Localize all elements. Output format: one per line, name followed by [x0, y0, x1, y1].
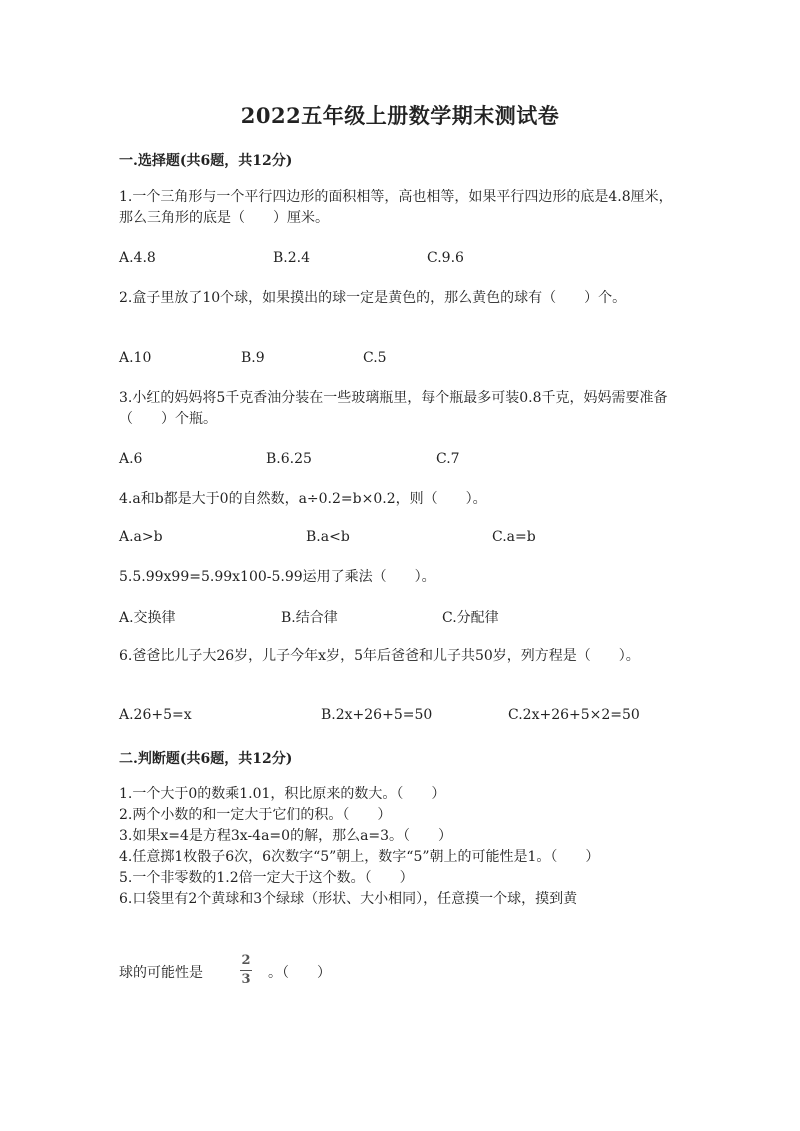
judgement-item-6-tail: 。（ ）: [268, 965, 331, 981]
judgement-item-6-continuation: 球的可能性是: [119, 965, 203, 981]
option-c[interactable]: C.5: [363, 350, 387, 366]
option-c[interactable]: C.9.6: [427, 250, 464, 266]
option-c[interactable]: C.分配律: [442, 610, 499, 626]
option-b[interactable]: B.9: [241, 350, 265, 366]
question-4-text: 4.a和b都是大于0的自然数，a÷0.2=b×0.2，则（ ）。: [119, 491, 487, 507]
judgement-item: 1.一个大于0的数乘1.01，积比原来的数大。（ ）: [119, 786, 446, 802]
option-b[interactable]: B.2x+26+5=50: [321, 707, 433, 723]
judgement-item: 5.一个非零数的1.2倍一定大于这个数。（ ）: [119, 870, 414, 886]
question-6-text: 6.爸爸比儿子大26岁，儿子今年x岁，5年后爸爸和儿子共50岁，列方程是（ ）。: [119, 648, 640, 664]
option-a[interactable]: A.26+5=x: [119, 707, 192, 723]
judgement-item: 6.口袋里有2个黄球和3个绿球（形状、大小相同），任意摸一个球，摸到黄: [119, 891, 578, 907]
question-5-text: 5.5.99x99=5.99x100-5.99运用了乘法（ ）。: [119, 569, 436, 585]
question-3-text: 3.小红的妈妈将5千克香油分装在一些玻璃瓶里，每个瓶最多可装0.8千克，妈妈需要准备（ ）个瓶。: [119, 390, 668, 427]
option-a[interactable]: A.交换律: [119, 610, 176, 626]
option-a[interactable]: A.4.8: [119, 250, 156, 266]
option-a[interactable]: A.6: [119, 451, 143, 467]
section-header-judgement: 二.判断题(共6题，共12分): [119, 751, 293, 767]
fraction-denominator: 3: [241, 972, 251, 987]
option-b[interactable]: B.a<b: [306, 529, 350, 545]
fraction-bar: [240, 970, 252, 971]
question-1-text: 1.一个三角形与一个平行四边形的面积相等，高也相等，如果平行四边形的底是4.8厘米，那么三角形的底是（ ）厘米。: [119, 189, 673, 226]
section-header-choice: 一.选择题(共6题，共12分): [119, 153, 293, 169]
judgement-item: 2.两个小数的和一定大于它们的积。（ ）: [119, 807, 392, 823]
option-b[interactable]: B.6.25: [266, 451, 312, 467]
option-c[interactable]: C.a=b: [492, 529, 536, 545]
fraction: [240, 954, 252, 987]
option-c[interactable]: C.7: [436, 451, 460, 467]
question-2-text: 2.盒子里放了10个球，如果摸出的球一定是黄色的，那么黄色的球有（ ）个。: [119, 290, 627, 306]
judgement-item: 3.如果x=4是方程3x-4a=0的解，那么a=3。（ ）: [119, 828, 453, 844]
option-c[interactable]: C.2x+26+5×2=50: [508, 707, 640, 723]
judgement-item: 4.任意掷1枚骰子6次，6次数字“5”朝上，数字“5”朝上的可能性是1。（ ）: [119, 849, 600, 865]
option-a[interactable]: A.a>b: [119, 529, 163, 545]
option-a[interactable]: A.10: [119, 350, 152, 366]
option-b[interactable]: B.结合律: [281, 610, 338, 626]
page-title: 2022五年级上册数学期末测试卷: [240, 103, 560, 128]
fraction-numerator: 2: [241, 953, 251, 968]
option-b[interactable]: B.2.4: [273, 250, 311, 266]
judgement-list: [119, 784, 679, 910]
